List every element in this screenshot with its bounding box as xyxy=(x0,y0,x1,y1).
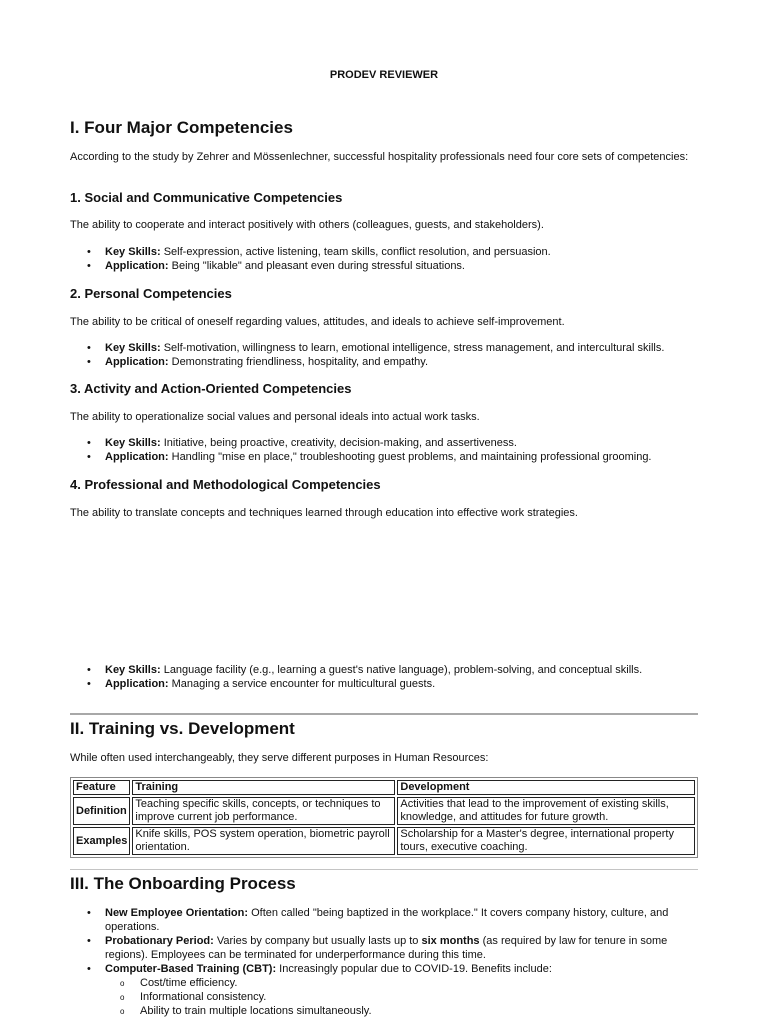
section-2-intro: While often used interchangeably, they serve different purposes in Human Resources: xyxy=(70,752,489,764)
table-cell: Teaching specific skills, concepts, or techniques to improve current job performance. xyxy=(132,797,395,825)
competency-4-heading: 4. Professional and Methodological Competencies xyxy=(70,477,381,492)
list-item: • Key Skills: Self-expression, active listening, team skills, conflict resolution, and persuasion. xyxy=(70,245,705,259)
section-divider xyxy=(70,713,698,715)
table-row xyxy=(73,827,695,855)
section-1-intro: According to the study by Zehrer and Mössenlechner, successful hospitality professionals need four core sets of competencies: xyxy=(70,151,689,163)
list-item: o Informational consistency. xyxy=(70,990,740,1004)
table-header-cell: Feature xyxy=(73,780,130,795)
section-divider xyxy=(70,869,698,870)
competency-3-description: The ability to operationalize social values and personal ideals into actual work tasks. xyxy=(70,411,480,423)
onboarding-list xyxy=(70,906,705,1018)
table-cell: Definition xyxy=(73,797,130,825)
cbt-benefits-list xyxy=(70,976,705,1018)
table-header-cell: Training xyxy=(132,780,395,795)
section-2-heading: II. Training vs. Development xyxy=(70,719,295,738)
competency-3-list xyxy=(70,436,745,464)
competency-3-heading: 3. Activity and Action-Oriented Competencies xyxy=(70,381,352,396)
competency-2-description: The ability to be critical of oneself regarding values, attitudes, and ideals to achieve self-improvement. xyxy=(70,316,565,328)
competency-2-list xyxy=(70,341,745,369)
section-3-heading: III. The Onboarding Process xyxy=(70,874,296,893)
table-row xyxy=(73,797,695,825)
list-item: • Application: Managing a service encounter for multicultural guests. xyxy=(70,677,705,691)
table-cell: Examples xyxy=(73,827,130,855)
list-item: • Application: Demonstrating friendliness, hospitality, and empathy. xyxy=(70,355,705,369)
list-item: • Application: Handling "mise en place," troubleshooting guest problems, and maintaining professional grooming. xyxy=(70,450,745,464)
table-header-row xyxy=(73,780,695,795)
competency-1-description: The ability to cooperate and interact positively with others (colleagues, guests, and stakeholders). xyxy=(70,219,544,231)
table-header-cell: Development xyxy=(397,780,695,795)
competency-4-description: The ability to translate concepts and techniques learned through education into effective work strategies. xyxy=(70,507,578,519)
list-item: • Key Skills: Initiative, being proactive, creativity, decision-making, and assertiveness. xyxy=(70,436,705,450)
table-cell: Knife skills, POS system operation, biometric payroll orientation. xyxy=(132,827,395,855)
competency-4-list xyxy=(70,663,745,691)
list-item: • Computer-Based Training (CBT): Increasingly popular due to COVID-19. Benefits include: o Cost/time efficiency. o Informational consistency. o Ability to train multiple locations simultaneously. xyxy=(70,962,705,1018)
competency-1-heading: 1. Social and Communicative Competencies xyxy=(70,190,343,205)
document-title: PRODEV REVIEWER xyxy=(329,69,439,81)
competency-1-list xyxy=(70,245,705,273)
list-item: • Application: Being "likable" and pleasant even during stressful situations. xyxy=(70,259,705,273)
list-item: • Key Skills: Self-motivation, willingness to learn, emotional intelligence, stress management, and intercultural skills. xyxy=(70,341,745,355)
table-cell: Scholarship for a Master's degree, international property tours, executive coaching. xyxy=(397,827,695,855)
list-item: • New Employee Orientation: Often called "being baptized in the workplace." It covers company history, culture, and operations. xyxy=(70,906,705,934)
list-item: o Cost/time efficiency. xyxy=(70,976,740,990)
section-1-heading: I. Four Major Competencies xyxy=(70,118,293,137)
list-item: • Key Skills: Language facility (e.g., learning a guest's native language), problem-solving, and conceptual skills. xyxy=(70,663,745,677)
training-vs-development-table xyxy=(70,777,698,858)
table-cell: Activities that lead to the improvement of existing skills, knowledge, and attitudes for future growth. xyxy=(397,797,695,825)
list-item: o Ability to train multiple locations simultaneously. xyxy=(70,1004,740,1018)
list-item: • Probationary Period: Varies by company but usually lasts up to six months (as required by law for tenure in some regions). Employees can be terminated for underperformance during this time. xyxy=(70,934,705,962)
competency-2-heading: 2. Personal Competencies xyxy=(70,286,232,301)
